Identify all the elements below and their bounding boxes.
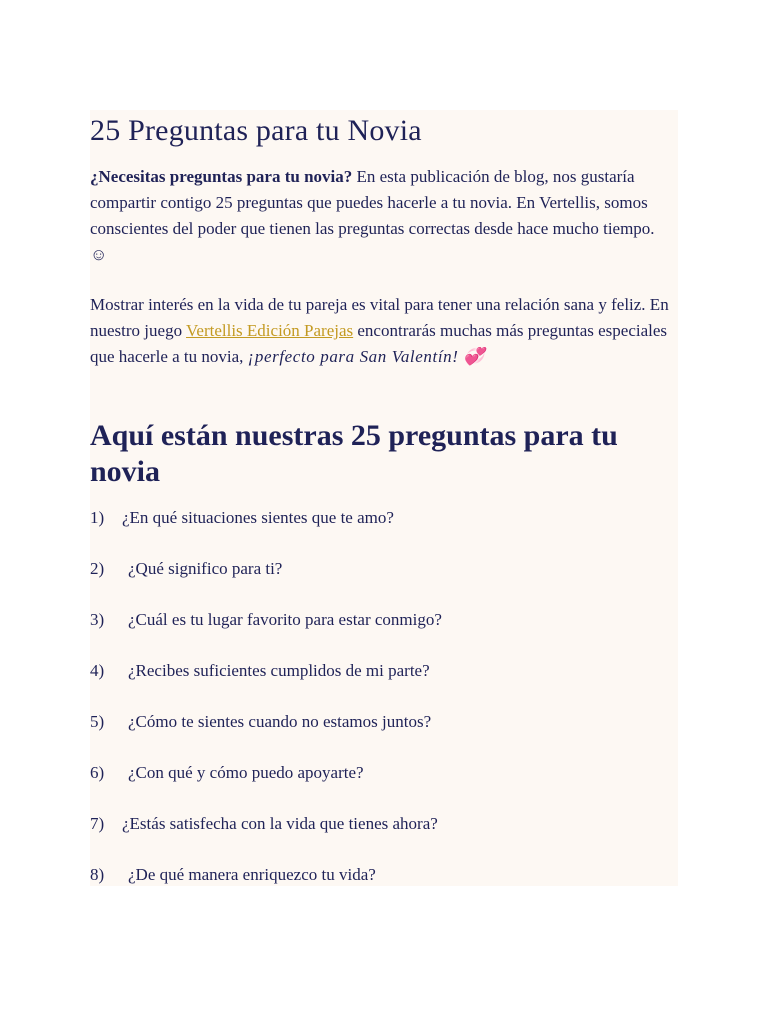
question-item: [90, 761, 364, 785]
question-number: 1): [90, 508, 105, 527]
second-para-text-after: encontrarás muchas más preguntas especiales que hacerle a tu novia,: [90, 321, 668, 366]
question-item: [90, 608, 442, 632]
question-item: [90, 710, 431, 734]
question-text: ¿Con qué y cómo puedo apoyarte?: [128, 763, 364, 782]
question-text: ¿En qué situaciones sientes que te amo?: [122, 508, 394, 527]
article-title: 25 Preguntas para tu Novia: [90, 114, 422, 147]
question-item: [90, 659, 430, 683]
intro-paragraph: [90, 164, 670, 268]
question-text: ¿Cuál es tu lugar favorito para estar conmigo?: [128, 610, 442, 629]
question-item: [90, 506, 394, 530]
question-number: 5): [90, 712, 105, 731]
question-number: 2): [90, 559, 105, 578]
question-number: 8): [90, 865, 105, 884]
valentine-note: ¡perfecto para San Valentín! 💞: [247, 347, 486, 366]
question-text: ¿Qué significo para ti?: [128, 559, 283, 578]
question-text: ¿Cómo te sientes cuando no estamos juntos?: [128, 712, 432, 731]
question-number: 3): [90, 610, 105, 629]
question-item: [90, 557, 282, 581]
question-item: [90, 812, 438, 836]
vertellis-parejas-link[interactable]: Vertellis Edición Parejas: [186, 321, 354, 340]
intro-text: En esta publicación de blog, nos gustaría compartir contigo 25 preguntas que puedes hacerle a tu novia. En Vertellis, somos conscientes del poder que tienen las preguntas correctas desde hace mucho tiempo. ☺: [90, 167, 655, 264]
question-number: 6): [90, 763, 105, 782]
question-number: 4): [90, 661, 105, 680]
question-text: ¿De qué manera enriquezco tu vida?: [128, 865, 376, 884]
question-text: ¿Estás satisfecha con la vida que tienes ahora?: [122, 814, 438, 833]
second-paragraph: [90, 292, 670, 370]
question-number: 7): [90, 814, 105, 833]
questions-subheading: Aquí están nuestras 25 preguntas para tu novia: [90, 419, 618, 488]
second-para-text-before: Mostrar interés en la vida de tu pareja es vital para tener una relación sana y feliz. En nuestro juego: [90, 295, 669, 340]
intro-bold-lead: ¿Necesitas preguntas para tu novia?: [90, 167, 353, 186]
question-item: [90, 863, 376, 887]
question-text: ¿Recibes suficientes cumplidos de mi parte?: [128, 661, 430, 680]
